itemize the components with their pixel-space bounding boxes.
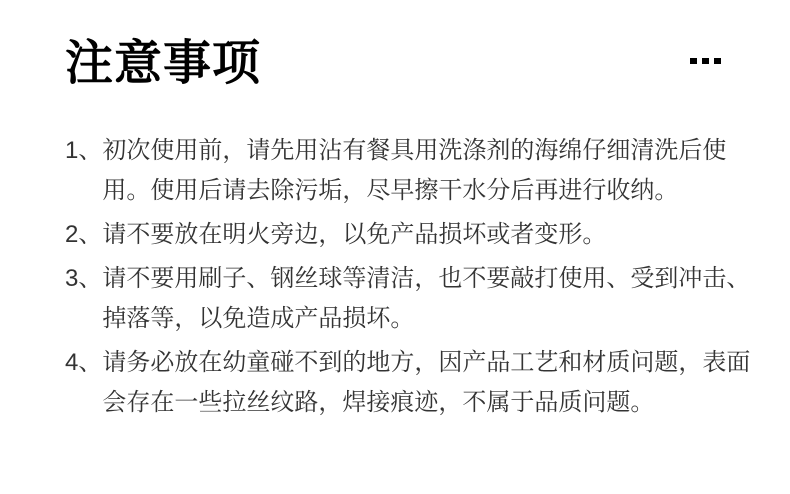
list-item-number: 2、 <box>65 221 103 248</box>
list-item-number: 1、 <box>65 137 103 164</box>
page-header <box>65 36 725 92</box>
list-item-text: 请不要放在明火旁边，以免产品损坏或者变形。 <box>102 221 607 248</box>
notes-list <box>65 131 765 427</box>
list-item <box>65 343 765 423</box>
list-item-number: 3、 <box>65 265 103 292</box>
list-item <box>65 259 765 339</box>
ellipsis-dot <box>702 58 709 64</box>
list-item-text: 请务必放在幼童碰不到的地方，因产品工艺和材质问题，表面会存在一些拉丝纹路，焊接痕迹，不属于品质问题。 <box>102 349 751 416</box>
page-title: 注意事项 <box>65 37 262 90</box>
list-item-number: 4、 <box>65 349 103 376</box>
list-item <box>65 131 765 211</box>
ellipsis-dot <box>714 58 721 64</box>
list-item-text: 请不要用刷子、钢丝球等清洁，也不要敲打使用、受到冲击、掉落等，以免造成产品损坏。 <box>102 265 751 332</box>
list-item <box>65 215 765 255</box>
ellipsis-dot <box>690 58 697 64</box>
list-item-text: 初次使用前，请先用沾有餐具用洗涤剂的海绵仔细清洗后使用。使用后请去除污垢，尽早擦干水分后再进行收纳。 <box>102 137 727 204</box>
ellipsis-icon <box>690 58 721 64</box>
